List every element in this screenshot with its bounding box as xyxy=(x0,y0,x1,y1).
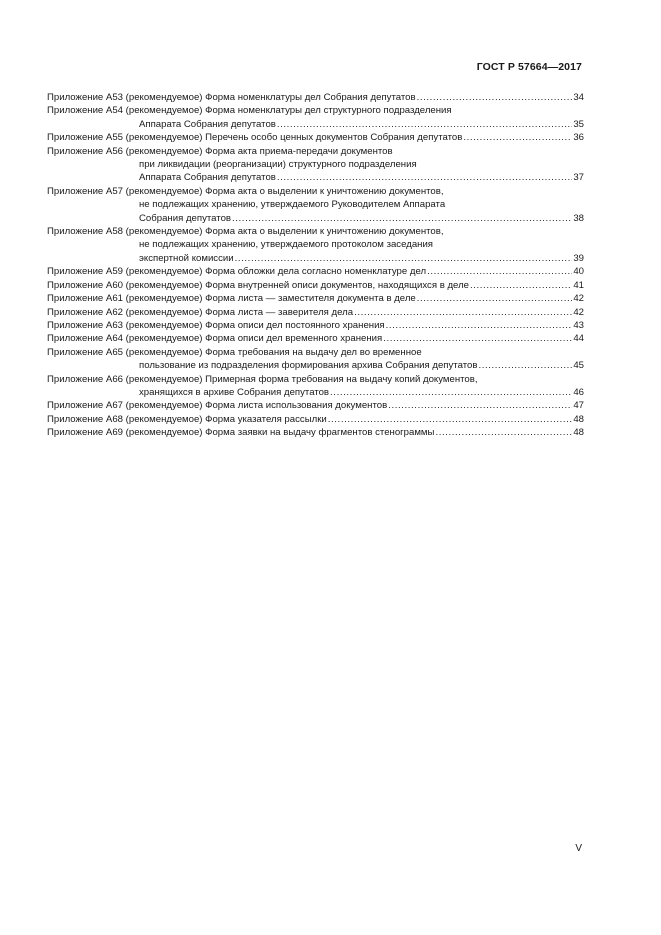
toc-page-number: 48 xyxy=(573,427,584,439)
toc-page-number: 44 xyxy=(573,333,584,345)
toc-entry xyxy=(47,346,584,373)
toc-page-number: 42 xyxy=(573,293,584,305)
toc-entry-text: Приложение А65 (рекомендуемое) Форма требования на выдачу дел во временное xyxy=(47,346,422,358)
toc-entry-title-line xyxy=(47,332,584,345)
toc-page-number: 40 xyxy=(573,266,584,278)
toc-page-number: 38 xyxy=(573,212,584,224)
toc-entry xyxy=(47,373,584,400)
toc-entry-text: пользование из подразделения формирования архива Собрания депутатов xyxy=(139,360,478,372)
toc-entry-text: Приложение А66 (рекомендуемое) Примерная форма требования на выдачу копий документов, xyxy=(47,373,478,385)
toc-entry xyxy=(47,413,584,426)
toc-entry-continuation-line xyxy=(47,359,584,372)
table-of-contents xyxy=(47,91,584,440)
toc-entry-continuation-line xyxy=(47,212,584,225)
toc-entry-text: Приложение А58 (рекомендуемое) Форма акта о выделении к уничтожению документов, xyxy=(47,226,444,238)
toc-entry-text: не подлежащих хранению, утверждаемого Руководителем Аппарата xyxy=(139,199,446,211)
toc-entry-text: Приложение А62 (рекомендуемое) Форма листа — заверителя дела xyxy=(47,306,354,318)
toc-leader-dots xyxy=(330,386,572,399)
toc-entry-continuation-line xyxy=(47,118,584,131)
toc-entry-continuation-line xyxy=(47,198,584,211)
toc-page-number: 46 xyxy=(573,386,584,398)
page-number: V xyxy=(575,843,582,854)
toc-leader-dots xyxy=(277,171,572,184)
toc-page-number: 36 xyxy=(573,132,584,144)
toc-entry-title-line xyxy=(47,399,584,412)
toc-page-number: 47 xyxy=(573,400,584,412)
toc-leader-dots xyxy=(235,252,573,265)
toc-entry-title-line xyxy=(47,426,584,439)
toc-entry xyxy=(47,185,584,225)
toc-page-number: 43 xyxy=(573,319,584,331)
toc-entry xyxy=(47,225,584,265)
toc-entry-continuation-line xyxy=(47,171,584,184)
toc-leader-dots xyxy=(478,359,572,372)
toc-entry-continuation-line xyxy=(47,252,584,265)
toc-entry xyxy=(47,306,584,319)
toc-entry xyxy=(47,131,584,144)
toc-entry-title-line xyxy=(47,91,584,104)
toc-entry-title-line xyxy=(47,131,584,144)
toc-entry-title-line xyxy=(47,279,584,292)
toc-leader-dots xyxy=(427,265,572,278)
toc-entry-text: Приложение А69 (рекомендуемое) Форма заявки на выдачу фрагментов стенограммы xyxy=(47,427,435,439)
toc-leader-dots xyxy=(388,399,572,412)
toc-entry-text: при ликвидации (реорганизации) структурного подразделения xyxy=(139,159,417,171)
toc-page-number: 45 xyxy=(573,360,584,372)
toc-entry-text: Приложение А68 (рекомендуемое) Форма указателя рассылки xyxy=(47,413,327,425)
toc-entry-title-line xyxy=(47,145,584,158)
toc-entry xyxy=(47,319,584,332)
toc-entry-text: Приложение А64 (рекомендуемое) Форма описи дел временного хранения xyxy=(47,333,383,345)
toc-entry-title-line xyxy=(47,265,584,278)
toc-entry-title-line xyxy=(47,346,584,359)
toc-leader-dots xyxy=(277,118,572,131)
toc-leader-dots xyxy=(470,279,572,292)
toc-entry-text: Аппарата Собрания депутатов xyxy=(139,172,276,184)
document-header: ГОСТ Р 57664—2017 xyxy=(476,61,582,73)
toc-entry-title-line xyxy=(47,292,584,305)
toc-entry-text: Приложение А59 (рекомендуемое) Форма обложки дела согласно номенклатуре дел xyxy=(47,266,427,278)
toc-page-number: 42 xyxy=(573,306,584,318)
toc-entry xyxy=(47,292,584,305)
toc-entry-text: Приложение А67 (рекомендуемое) Форма листа использования документов xyxy=(47,400,388,412)
toc-page-number: 35 xyxy=(573,118,584,130)
toc-leader-dots xyxy=(232,212,572,225)
toc-entry xyxy=(47,104,584,131)
toc-entry-title-line xyxy=(47,185,584,198)
toc-entry-text: экспертной комиссии xyxy=(139,252,234,264)
toc-entry-title-line xyxy=(47,373,584,386)
toc-entry xyxy=(47,426,584,439)
toc-leader-dots xyxy=(417,292,573,305)
toc-leader-dots xyxy=(386,319,573,332)
toc-entry xyxy=(47,145,584,185)
toc-entry-text: Приложение А57 (рекомендуемое) Форма акта о выделении к уничтожению документов, xyxy=(47,185,444,197)
toc-entry-text: Приложение А56 (рекомендуемое) Форма акта приема-передачи документов xyxy=(47,145,393,157)
toc-entry xyxy=(47,91,584,104)
toc-page-number: 48 xyxy=(573,413,584,425)
toc-entry-text: Приложение А61 (рекомендуемое) Форма листа — заместителя документа в деле xyxy=(47,293,416,305)
toc-entry-text: Приложение А54 (рекомендуемое) Форма номенклатуры дел структурного подразделения xyxy=(47,105,452,117)
toc-entry-text: Приложение А60 (рекомендуемое) Форма внутренней описи документов, находящихся в деле xyxy=(47,279,469,291)
toc-entry-text: не подлежащих хранению, утверждаемого протоколом заседания xyxy=(139,239,434,251)
toc-entry-text: Приложение А53 (рекомендуемое) Форма номенклатуры дел Собрания депутатов xyxy=(47,92,416,103)
toc-leader-dots xyxy=(328,413,573,426)
toc-entry-title-line xyxy=(47,104,584,117)
toc-entry-text: хранящихся в архиве Собрания депутатов xyxy=(139,386,330,398)
toc-entry-text: Приложение А55 (рекомендуемое) Перечень особо ценных документов Собрания депутатов xyxy=(47,132,463,144)
toc-entry xyxy=(47,399,584,412)
toc-page-number: 37 xyxy=(573,172,584,184)
toc-entry-title-line xyxy=(47,225,584,238)
toc-leader-dots xyxy=(435,426,572,439)
toc-entry-continuation-line xyxy=(47,386,584,399)
toc-entry xyxy=(47,332,584,345)
toc-entry-text: Приложение А63 (рекомендуемое) Форма описи дел постоянного хранения xyxy=(47,319,385,331)
toc-entry-text: Собрания депутатов xyxy=(139,212,232,224)
toc-entry-continuation-line xyxy=(47,238,584,251)
toc-entry-title-line xyxy=(47,319,584,332)
toc-leader-dots xyxy=(417,91,573,104)
toc-entry xyxy=(47,265,584,278)
toc-entry-text: Аппарата Собрания депутатов xyxy=(139,118,276,130)
toc-entry-title-line xyxy=(47,306,584,319)
toc-page-number: 39 xyxy=(573,252,584,264)
toc-leader-dots xyxy=(354,306,572,319)
toc-leader-dots xyxy=(383,332,572,345)
toc-page-number: 34 xyxy=(573,92,584,103)
toc-entry-continuation-line xyxy=(47,158,584,171)
toc-leader-dots xyxy=(463,131,572,144)
toc-entry xyxy=(47,279,584,292)
toc-entry-title-line xyxy=(47,413,584,426)
toc-page-number: 41 xyxy=(573,279,584,291)
